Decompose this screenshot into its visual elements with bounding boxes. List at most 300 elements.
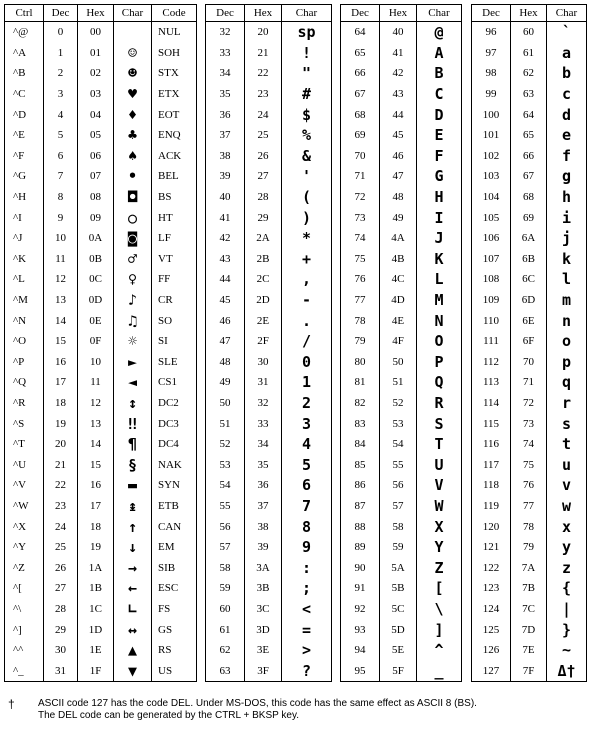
table-cell: e [561, 126, 572, 145]
table-cell: ♪ [127, 291, 138, 310]
table-cell: § [127, 455, 138, 474]
table-cell: 7 [57, 170, 64, 183]
table-cell: ↔ [127, 620, 138, 639]
table-cell: i [561, 208, 572, 227]
table-cell: 00 [90, 26, 101, 39]
table-cell: 40 [392, 26, 404, 39]
table-cell: sp [297, 23, 316, 42]
table-cell: 31 [55, 664, 66, 677]
header-char: Char [113, 5, 151, 21]
table-cell: 20 [257, 26, 269, 39]
table-cell: 2 [301, 393, 312, 412]
table-cell: U [434, 455, 444, 474]
table-cell: 77 [354, 294, 366, 307]
table-cell: 51 [392, 376, 404, 389]
table-cell: 78 [523, 520, 534, 533]
table-cell: 59 [392, 541, 404, 554]
table-cell: ^P [13, 355, 25, 368]
table-cell: F [434, 146, 444, 165]
table-cell: X [434, 517, 444, 536]
table-cell: ↑ [127, 517, 138, 536]
table-cell: → [127, 558, 138, 577]
table-cell: CAN [158, 520, 182, 533]
table-cell: S [434, 414, 444, 433]
table-cell: 77 [523, 499, 534, 512]
table-cell: 124 [482, 602, 500, 615]
table-cell: ‼ [127, 414, 138, 433]
table-cell: 115 [482, 417, 500, 430]
table-cell: 7A [521, 561, 536, 574]
table-cell: 126 [482, 644, 500, 657]
table-cell: 61 [219, 623, 231, 636]
table-cell: ^T [13, 438, 25, 451]
table-cell: 48 [219, 355, 231, 368]
table-cell: 9 [57, 211, 64, 224]
table-cell: ! [301, 43, 312, 62]
dec-column [341, 22, 379, 681]
table-cell: 02 [90, 67, 101, 80]
table-cell: G [434, 167, 444, 186]
table-cell: 0B [89, 252, 102, 265]
table-cell: 123 [482, 582, 500, 595]
table-cell: 0E [89, 314, 102, 327]
table-cell: L [434, 270, 444, 289]
table-cell: NAK [158, 458, 182, 471]
table-cell: 2B [256, 252, 270, 265]
table-cell: 7B [522, 582, 535, 595]
table-cell: 100 [482, 108, 500, 121]
table-cell: h [561, 188, 572, 207]
table-cell: 101 [482, 129, 500, 142]
table-cell: 44 [219, 273, 231, 286]
table-cell: 83 [354, 417, 366, 430]
table-cell: 36 [257, 479, 269, 492]
table-cell: 29 [55, 623, 66, 636]
table-cell: ♣ [127, 126, 138, 145]
table-cell: j [561, 229, 572, 248]
table-cell: ) [301, 208, 312, 227]
table-cell: 78 [354, 314, 366, 327]
table-cell: 74 [354, 232, 366, 245]
table-cell: SO [158, 314, 173, 327]
table-cell: ↕ [127, 393, 138, 412]
table-cell: T [434, 435, 444, 454]
table-cell: 7E [522, 644, 535, 657]
table-cell: _ [434, 661, 444, 680]
table-cell: 1E [89, 644, 102, 657]
table-cell: 6D [521, 294, 536, 307]
table-header [206, 5, 331, 22]
table-cell: 119 [482, 499, 500, 512]
table-cell: 106 [482, 232, 500, 245]
table-cell: 6F [522, 335, 535, 348]
table-cell: ↓ [127, 538, 138, 557]
table-cell: 116 [482, 438, 500, 451]
table-cell: • [127, 167, 138, 186]
table-cell: 43 [219, 252, 231, 265]
table-cell: ^X [13, 520, 27, 533]
table-cell: 63 [523, 88, 534, 101]
table-cell: ^A [13, 46, 27, 59]
table-cell: 79 [354, 335, 366, 348]
table-cell: P [434, 352, 444, 371]
table-cell: BS [158, 191, 172, 204]
table-cell: 01 [90, 46, 101, 59]
table-cell: ^\ [13, 602, 22, 615]
table-cell: 62 [219, 644, 231, 657]
table-cell: HT [158, 211, 173, 224]
table-cell: 117 [482, 458, 500, 471]
table-cell: 43 [392, 88, 404, 101]
table-cell: M [434, 291, 444, 310]
table-cell: ♫ [127, 311, 138, 330]
table-cell: SI [158, 335, 168, 348]
table-cell: 112 [482, 355, 500, 368]
table-cell: K [434, 249, 444, 268]
table-cell: 120 [482, 520, 500, 533]
table-cell: 5 [301, 455, 312, 474]
table-cell: \ [434, 599, 444, 618]
table-header [341, 5, 461, 22]
char-column [416, 22, 461, 681]
table-cell: ^] [13, 623, 22, 636]
table-cell: CS1 [158, 376, 177, 389]
table-cell: 45 [219, 294, 231, 307]
table-cell: N [434, 311, 444, 330]
table-cell: 59 [219, 582, 231, 595]
table-cell: 10 [55, 232, 66, 245]
table-cell: SOH [158, 46, 181, 59]
table-cell: ^_ [13, 664, 24, 677]
ascii-table-0-31 [4, 4, 197, 682]
table-cell: 75 [354, 252, 366, 265]
table-cell: 25 [55, 541, 66, 554]
table-cell: ^^ [13, 644, 24, 657]
table-cell: 37 [219, 129, 231, 142]
table-cell: EOT [158, 108, 180, 121]
table-cell: 90 [354, 561, 366, 574]
table-cell: } [561, 620, 572, 639]
table-cell: 5B [391, 582, 405, 595]
table-cell: 49 [219, 376, 231, 389]
table-cell: 5F [392, 664, 404, 677]
table-cell: ] [434, 620, 444, 639]
table-cell: 76 [523, 479, 534, 492]
table-cell: 3D [256, 623, 270, 636]
table-cell: 35 [219, 88, 231, 101]
table-cell: O [434, 332, 444, 351]
table-cell: I [434, 208, 444, 227]
table-cell: / [301, 332, 312, 351]
table-cell: 24 [55, 520, 66, 533]
table-cell: 52 [219, 438, 231, 451]
table-cell: ♥ [127, 85, 138, 104]
header-hex: Hex [244, 5, 281, 21]
header-ctrl: Ctrl [15, 7, 33, 19]
table-cell: 69 [354, 129, 366, 142]
table-cell: ^N [13, 314, 27, 327]
table-cell: 15 [55, 335, 66, 348]
table-cell: ▼ [127, 661, 138, 680]
table-cell: 94 [354, 644, 366, 657]
table-cell: = [301, 620, 312, 639]
table-cell: 2E [256, 314, 270, 327]
code-column [151, 22, 196, 681]
table-cell: 38 [257, 520, 269, 533]
table-header [472, 5, 586, 22]
table-cell: DC4 [158, 438, 179, 451]
table-cell: ? [301, 661, 312, 680]
table-cell: 10 [90, 355, 101, 368]
table-cell: STX [158, 67, 179, 80]
table-cell: 63 [219, 664, 231, 677]
table-cell: SIB [158, 561, 176, 574]
table-cell: 0 [57, 26, 64, 39]
table-cell: ^J [13, 232, 23, 245]
table-cell: 89 [354, 541, 366, 554]
table-cell: 26 [257, 149, 269, 162]
table-cell: 6 [57, 149, 64, 162]
table-cell: l [561, 270, 572, 289]
table-cell: 33 [257, 417, 269, 430]
table-cell: 05 [90, 129, 101, 142]
table-cell: Y [434, 538, 444, 557]
table-cell: 71 [523, 376, 534, 389]
table-cell: 110 [482, 314, 500, 327]
table-cell: 06 [90, 149, 101, 162]
hex-column [244, 22, 281, 681]
table-cell: 66 [354, 67, 366, 80]
table-cell: z [561, 558, 572, 577]
table-cell: ^R [13, 396, 26, 409]
table-cell: 102 [482, 149, 500, 162]
table-cell: $ [301, 105, 312, 124]
table-cell: 6 [301, 476, 312, 495]
table-cell: [ [434, 579, 444, 598]
dec-column [206, 22, 244, 681]
table-cell: * [301, 229, 312, 248]
table-cell: 97 [485, 46, 497, 59]
table-cell: 49 [392, 211, 404, 224]
table-cell: q [561, 373, 572, 392]
table-cell: 127 [482, 664, 500, 677]
char-column [546, 22, 586, 681]
table-cell: 81 [354, 376, 366, 389]
table-cell [114, 22, 151, 43]
table-cell: ♂ [127, 249, 138, 268]
table-cell: 5 [57, 129, 64, 142]
table-cell: 1 [301, 373, 312, 392]
table-cell: 6B [522, 252, 535, 265]
table-cell: 21 [257, 46, 269, 59]
table-cell: 4 [301, 435, 312, 454]
table-cell: 11 [55, 252, 66, 265]
table-cell: US [158, 664, 173, 677]
table-cell: + [301, 249, 312, 268]
table-cell: Z [434, 558, 444, 577]
table-cell: 46 [219, 314, 231, 327]
table-cell: 74 [523, 438, 534, 451]
table-cell: 9 [301, 538, 312, 557]
table-cell: 51 [219, 417, 231, 430]
header-hex: Hex [77, 5, 113, 21]
table-cell: SLE [158, 355, 178, 368]
table-cell: ^Z [13, 561, 25, 574]
table-cell: ☼ [127, 332, 138, 351]
table-cell: 71 [354, 170, 366, 183]
table-cell: 3C [256, 602, 270, 615]
table-cell: & [301, 146, 312, 165]
table-cell: 1 [57, 46, 64, 59]
table-cell: ^[ [13, 582, 22, 595]
table-cell: 18 [55, 396, 66, 409]
table-cell: 27 [55, 582, 66, 595]
table-cell: 14 [90, 438, 101, 451]
table-cell: 50 [392, 355, 404, 368]
table-cell: ^M [13, 294, 28, 307]
table-cell: 3B [256, 582, 270, 595]
table-cell: 95 [354, 664, 366, 677]
table-cell: 2A [256, 232, 270, 245]
table-cell: ^L [13, 273, 25, 286]
table-cell: 25 [257, 129, 269, 142]
table-cell: 0C [89, 273, 102, 286]
table-cell: A [434, 43, 444, 62]
table-cell: 11 [90, 376, 101, 389]
table-cell: 86 [354, 479, 366, 492]
table-cell: ^Q [13, 376, 27, 389]
table-cell: 68 [354, 108, 366, 121]
table-cell: 45 [392, 129, 404, 142]
table-cell: 27 [257, 170, 269, 183]
table-cell: a [561, 43, 572, 62]
table-cell: 13 [90, 417, 101, 430]
table-cell: 38 [219, 149, 231, 162]
table-cell: m [561, 291, 572, 310]
table-cell: 2 [57, 67, 64, 80]
table-cell: 60 [523, 26, 534, 39]
table-cell: 8 [57, 191, 64, 204]
table-cell: 104 [482, 191, 500, 204]
table-cell: 98 [485, 67, 497, 80]
table-cell: 64 [354, 26, 366, 39]
table-cell: 1B [89, 582, 102, 595]
table-header [5, 5, 196, 22]
table-cell: ^G [13, 170, 27, 183]
table-cell: 17 [55, 376, 66, 389]
table-cell: 7D [521, 623, 536, 636]
table-cell: 60 [219, 602, 231, 615]
ascii-table-96-127 [471, 4, 587, 682]
table-cell: BEL [158, 170, 179, 183]
table-cell: 0A [88, 232, 103, 245]
table-cell: 58 [392, 520, 404, 533]
table-cell: ^B [13, 67, 26, 80]
table-cell: 4D [391, 294, 405, 307]
table-cell: y [561, 538, 572, 557]
table-cell: 64 [523, 108, 534, 121]
table-cell: ^S [13, 417, 25, 430]
table-cell: Q [434, 373, 444, 392]
table-cell: 3A [256, 561, 270, 574]
table-cell: 34 [257, 438, 269, 451]
table-cell: 55 [219, 499, 231, 512]
table-cell: 39 [257, 541, 269, 554]
table-cell: 0 [301, 352, 312, 371]
table-cell: 91 [354, 582, 366, 595]
table-cell: 99 [485, 88, 497, 101]
table-cell: C [434, 85, 444, 104]
table-cell: ^C [13, 88, 26, 101]
table-cell: EM [158, 541, 175, 554]
table-cell: 4A [391, 232, 405, 245]
table-cell: w [561, 496, 572, 515]
table-cell: 42 [219, 232, 231, 245]
table-cell: 31 [257, 376, 269, 389]
table-cell: 46 [392, 149, 404, 162]
table-cell: 04 [90, 108, 101, 121]
table-cell: E [434, 126, 444, 145]
table-cell: 111 [483, 335, 499, 348]
table-cell: 17 [90, 499, 101, 512]
table-cell: 79 [523, 541, 534, 554]
table-cell: 42 [392, 67, 404, 80]
table-cell: 96 [485, 26, 497, 39]
table-cell: 50 [219, 396, 231, 409]
table-cell: 13 [55, 294, 66, 307]
table-cell: 1A [88, 561, 103, 574]
table-cell: 6C [522, 273, 535, 286]
table-cell: 7F [522, 664, 535, 677]
table-cell: 12 [90, 396, 101, 409]
table-cell: 4C [391, 273, 405, 286]
table-cell: ► [127, 352, 138, 371]
header-dec: Dec [43, 5, 77, 21]
table-cell: LF [158, 232, 171, 245]
table-cell: 76 [354, 273, 366, 286]
table-cell: 32 [219, 26, 231, 39]
table-cell: 105 [482, 211, 500, 224]
char-column [281, 22, 331, 681]
table-cell: Δ† [557, 661, 576, 680]
table-cell: 73 [523, 417, 534, 430]
table-cell: 1C [89, 602, 102, 615]
table-cell: 70 [523, 355, 534, 368]
table-cell: 67 [354, 88, 366, 101]
table-cell: : [301, 558, 312, 577]
table-cell: 16 [90, 479, 101, 492]
table-cell: 2F [257, 335, 269, 348]
table-cell: FS [158, 602, 171, 615]
ascii-table-64-95 [340, 4, 462, 682]
table-cell: 66 [523, 149, 534, 162]
table-cell: 34 [219, 67, 231, 80]
table-cell: ^W [13, 499, 29, 512]
table-cell: | [561, 599, 572, 618]
table-cell: ¶ [127, 435, 138, 454]
table-cell: 109 [482, 294, 500, 307]
table-cell: 53 [219, 458, 231, 471]
table-cell: f [561, 146, 572, 165]
table-cell: ^V [13, 479, 27, 492]
table-cell: 103 [482, 170, 500, 183]
table-cell: DC3 [158, 417, 179, 430]
table-cell: 22 [257, 67, 269, 80]
table-cell: ETX [158, 88, 180, 101]
table-cell: 2D [256, 294, 270, 307]
table-cell: ; [301, 579, 312, 598]
footnote-line-1: ASCII code 127 has the code DEL. Under MS-DOS, this code has the same effect as ASCII 8 (BS). [38, 698, 477, 709]
